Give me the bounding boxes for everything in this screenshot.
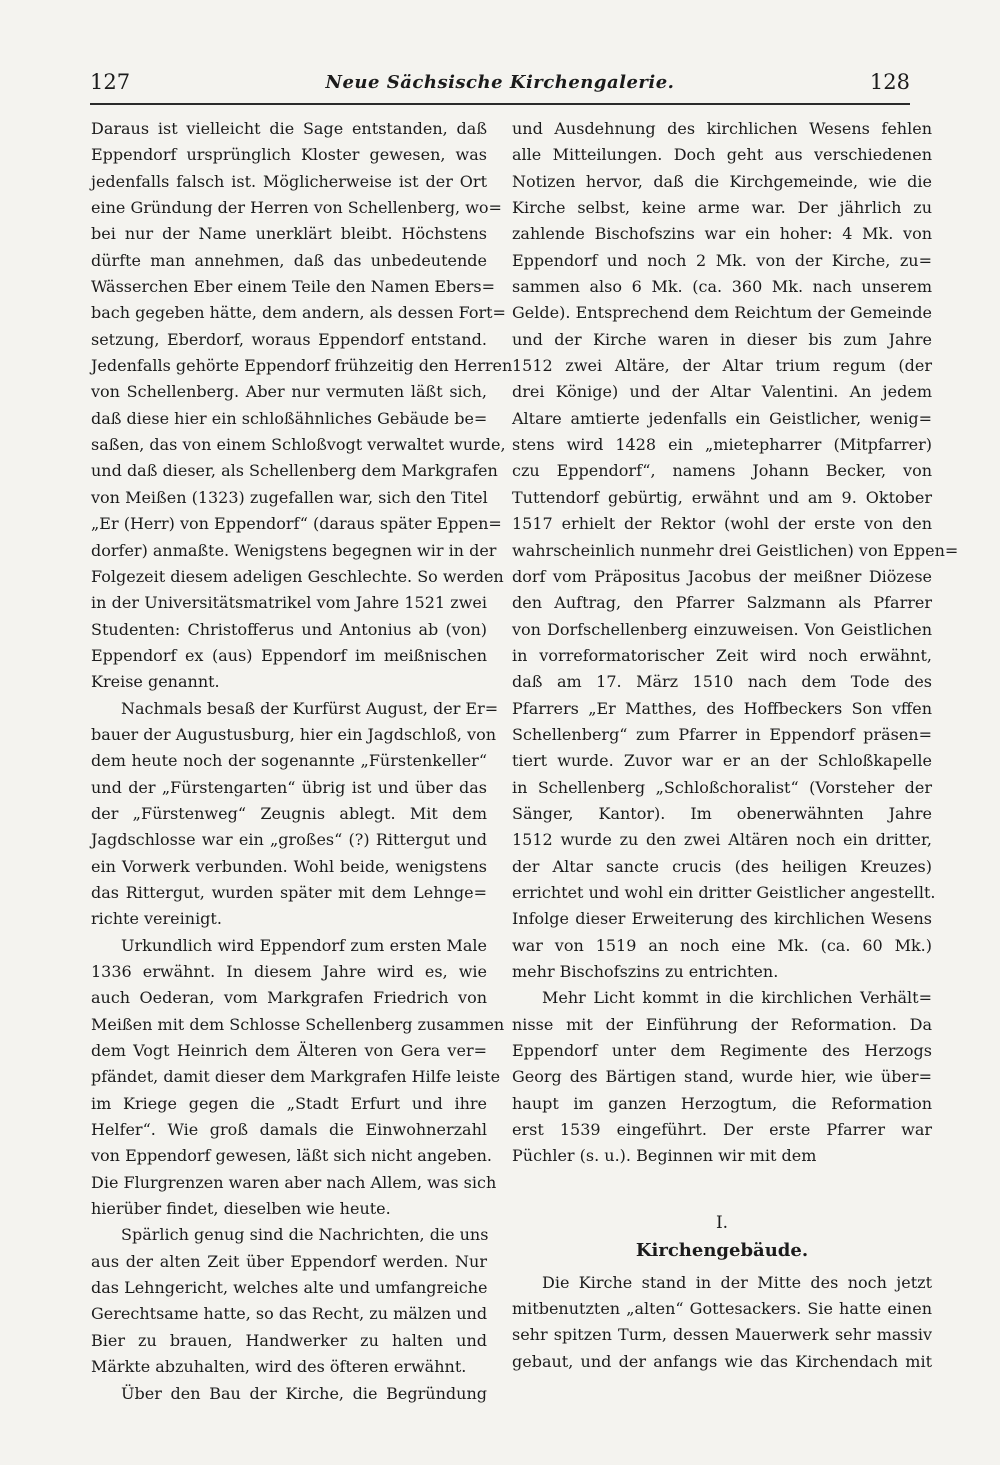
text-line: Bier zu brauen, Handwerker zu halten und [91,1330,487,1350]
section-spacer [512,1170,932,1210]
text-line: tiert wurde. Zuvor war er an der Schloßkapelle [512,751,932,771]
text-line: Helfer“. Wie groß damals die Einwohnerzahl [91,1120,487,1140]
text-line: bauer der Augustusburg, hier ein Jagdschloß, von [91,724,497,744]
text-line: zahlende Bischofszins war ein hoher: 4 Mk. von [512,224,932,244]
text-line: sehr spitzen Turm, dessen Mauerwerk sehr massiv [512,1325,932,1345]
text-line: Meißen mit dem Schlosse Schellenberg zusammen [91,1014,505,1034]
text-line: Gerechtsame hatte, so das Recht, zu mälzen und [91,1304,488,1324]
text-line: Eppendorf ursprünglich Kloster gewesen, was [91,145,487,165]
text-line: bei nur der Name unerklärt bleibt. Höchstens [91,224,487,244]
text-line: Jagdschlosse war ein „großes“ (?) Rittergut und [91,830,487,850]
text-line: Studenten: Christofferus und Antonius ab (von) [91,619,487,639]
header-rule [90,103,910,105]
text-line: Daraus ist vielleicht die Sage entstanden, daß [91,119,487,138]
text-line: Märkte abzuhalten, wird des öfteren erwähnt. [91,1357,467,1377]
text-line: den Auftrag, den Pfarrer Salzmann als Pfarrer [512,593,932,613]
text-line: richte vereinigt. [91,909,222,929]
left-column [91,116,513,1407]
text-line: Püchler (s. u.). Beginnen wir mit dem [512,1146,817,1166]
text-line: in Schellenberg „Schloßchoralist“ (Vorsteher der [512,777,932,797]
text-line: daß diese hier ein schloßähnliches Gebäude be= [91,408,488,428]
text-line: Urkundlich wird Eppendorf zum ersten Male [121,935,487,955]
text-line: 1512 wurde zu den zwei Altären noch ein dritter, [512,830,932,850]
text-line: Mehr Licht kommt in die kirchlichen Verhält= [542,988,932,1008]
text-line: Die Flurgrenzen waren aber nach Allem, was sich [91,1172,497,1192]
text-line: Folgezeit diesem adeligen Geschlechte. So werden [91,566,504,586]
page-number-right: 128 [869,70,910,94]
text-line: daß am 17. März 1510 nach dem Tode des [512,672,932,692]
text-line: von Eppendorf gewesen, läßt sich nicht angeben. [91,1146,492,1166]
text-line: und der Kirche waren in dieser bis zum Jahre [512,329,932,349]
text-line: und daß dieser, als Schellenberg dem Markgrafen [91,461,498,481]
text-line: Sänger, Kantor). Im obenerwähnten Jahre [512,803,932,823]
text-line: im Kriege gegen die „Stadt Erfurt und ihre [91,1093,487,1113]
text-line: nisse mit der Einführung der Reformation. Da [512,1014,932,1034]
page-header [90,70,910,104]
text-line: ein Vorwerk verbunden. Wohl beide, wenigstens [91,856,487,876]
text-line: haupt im ganzen Herzogtum, die Reformation [512,1093,932,1113]
text-line: Altare amtierte jedenfalls ein Geistlicher, wenig= [512,408,932,428]
text-line: 1512 zwei Altäre, der Altar trium regum (der [512,356,932,376]
running-title: Neue Sächsische Kirchengalerie. [325,72,675,93]
text-line: 1336 erwähnt. In diesem Jahre wird es, wie [91,962,487,981]
text-line: wahrscheinlich nunmehr drei Geistlichen) von Eppen= [512,540,959,560]
section-number: I. [715,1212,729,1233]
text-line: 1517 erhielt der Rektor (wohl der erste von den [512,514,932,534]
text-line: gebaut, und der anfangs wie das Kirchendach mit [512,1351,932,1371]
text-line: der „Fürstenweg“ Zeugnis ablegt. Mit dem [91,803,487,823]
text-line: Pfarrers „Er Matthes, des Hoffbeckers Son vffen [512,698,932,718]
text-line: jedenfalls falsch ist. Möglicherweise ist der Ort [91,171,487,191]
text-line: das Rittergut, wurden später mit dem Lehnge= [91,882,487,902]
text-line: bach gegeben hätte, dem andern, als dessen Fort= [91,303,506,323]
text-line: hierüber findet, dieselben wie heute. [91,1199,391,1219]
text-line: dem Vogt Heinrich dem Älteren von Gera ver= [91,1041,487,1061]
text-line: und der „Fürstengarten“ übrig ist und über das [91,777,487,797]
text-line: setzung, Eberdorf, woraus Eppendorf entstand. [91,329,487,349]
text-line: stens wird 1428 ein „mietepharrer (Mitpfarrer) [512,435,932,455]
text-line: errichtet und wohl ein dritter Geistlicher angestellt. [512,882,936,902]
text-line: „Er (Herr) von Eppendorf“ (daraus später Eppen= [91,514,502,534]
text-line: Spärlich genug sind die Nachrichten, die uns [121,1225,489,1245]
text-line: eine Gründung der Herren von Schellenberg, wo= [91,198,502,218]
text-line: alle Mitteilungen. Doch geht aus verschiedenen [512,145,932,165]
text-line: auch Oederan, vom Markgrafen Friedrich von [91,988,487,1008]
text-line: Eppendorf unter dem Regimente des Herzogs [512,1041,932,1061]
text-line: Kirche selbst, keine arme war. Der jährlich zu [512,198,932,218]
text-line: von Meißen (1323) zugefallen war, sich den Titel [91,487,488,507]
text-line: aus der alten Zeit über Eppendorf werden. Nur [91,1251,487,1271]
text-line: das Lehngericht, welches alte und umfangreiche [91,1278,488,1298]
text-line: Notizen hervor, daß die Kirchgemeinde, wie die [512,171,932,191]
section-title: Kirchengebäude. [635,1239,809,1261]
text-line: Nachmals besaß der Kurfürst August, der Er= [121,698,499,718]
text-line: von Schellenberg. Aber nur vermuten läßt sich, [91,382,487,402]
text-line: saßen, das von einem Schloßvogt verwaltet wurde, [91,435,506,455]
text-line: Eppendorf und noch 2 Mk. von der Kirche, zu= [512,250,932,270]
text-line: czu Eppendorf“, namens Johann Becker, von [512,461,932,481]
text-line: Wässerchen Eber einem Teile den Namen Ebers= [91,277,496,297]
text-line: Die Kirche stand in der Mitte des noch jetzt [542,1272,932,1292]
text-line: mehr Bischofszins zu entrichten. [512,962,779,981]
text-line: dorf vom Präpositus Jacobus der meißner Diözese [512,566,932,586]
text-line: Gelde). Entsprechend dem Reichtum der Gemeinde [512,303,932,323]
right-column [512,116,959,1375]
text-line: in vorreformatorischer Zeit wird noch erwähnt, [512,645,932,665]
text-line: Kreise genannt. [91,672,220,692]
text-line: Infolge dieser Erweiterung des kirchlichen Wesens [512,909,932,929]
text-line: und Ausdehnung des kirchlichen Wesens fehlen [512,119,932,138]
text-line: Jedenfalls gehörte Eppendorf frühzeitig den Herren [91,356,513,376]
text-line: Tuttendorf gebürtig, erwähnt und am 9. Oktober [512,487,932,507]
text-line: Über den Bau der Kirche, die Begründung [121,1383,487,1403]
text-line: von Dorfschellenberg einzuweisen. Von Geistlichen [512,619,932,639]
text-line: Schellenberg“ zum Pfarrer in Eppendorf präsen= [512,724,932,744]
text-line: pfändet, damit dieser dem Markgrafen Hilfe leiste [91,1067,501,1087]
text-line: dürfte man annehmen, daß das unbedeutende [91,250,487,270]
text-line: mitbenutzten „alten“ Gottesackers. Sie hatte einen [512,1299,932,1319]
text-line: drei Könige) und der Altar Valentini. An jedem [512,382,932,402]
text-line: dem heute noch der sogenannte „Fürstenkeller“ [91,751,487,771]
text-line: sammen also 6 Mk. (ca. 360 Mk. nach unserem [512,277,932,297]
text-line: erst 1539 eingeführt. Der erste Pfarrer war [512,1120,932,1140]
text-line: Eppendorf ex (aus) Eppendorf im meißnischen [91,645,487,665]
page-number-left: 127 [90,70,131,94]
text-line: in der Universitätsmatrikel vom Jahre 1521 zwei [91,593,487,613]
text-line: Georg des Bärtigen stand, wurde hier, wie über= [512,1067,932,1087]
text-line: der Altar sancte crucis (des heiligen Kreuzes) [512,856,932,876]
text-line: dorfer) anmaßte. Wenigstens begegnen wir in der [91,540,497,560]
text-line: war von 1519 an noch eine Mk. (ca. 60 Mk.) [512,935,932,955]
